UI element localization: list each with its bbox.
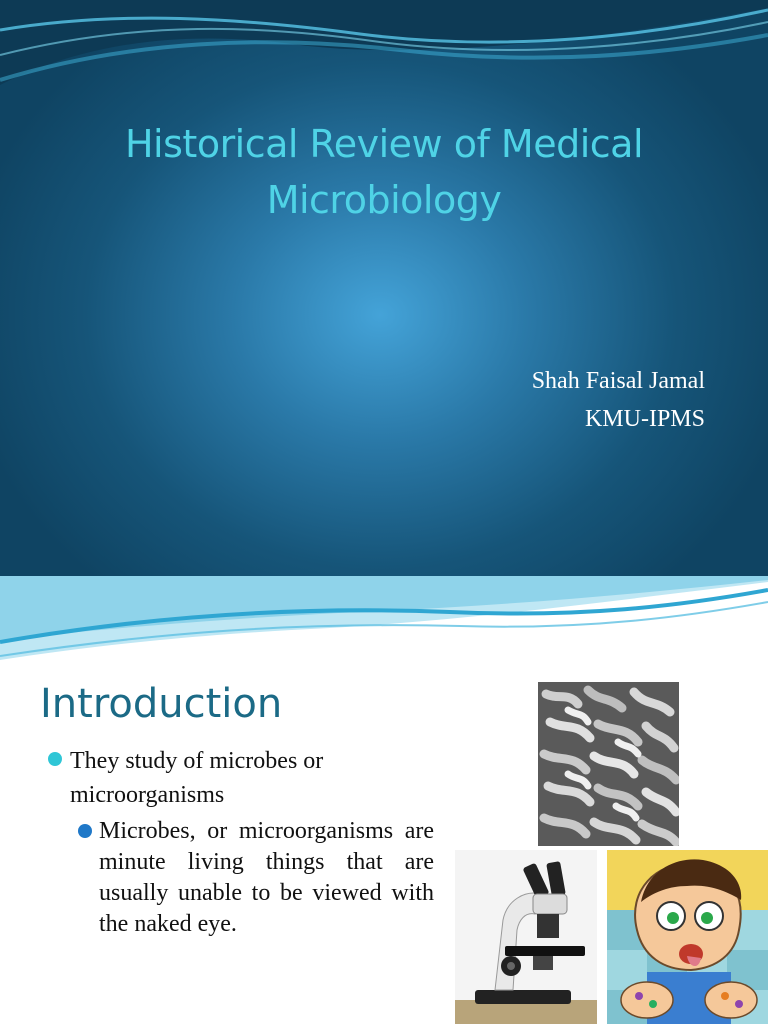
author-block — [532, 362, 705, 438]
sub-bullet-text: Microbes, or microorganisms are minute living things that are usually unable to be viewed with the naked eye. — [99, 818, 434, 937]
wave-decoration-top — [0, 576, 768, 666]
bacteria-micrograph-image — [538, 682, 679, 846]
section-title: Introduction — [40, 681, 283, 727]
bullet-dot-icon — [78, 824, 92, 838]
bullet-text: They study of microbes or microorganisms — [70, 748, 324, 808]
author-affiliation: KMU-IPMS — [584, 406, 705, 432]
sub-bullet-item — [78, 816, 434, 940]
bullet-item — [48, 744, 428, 812]
author-name: Shah Faisal Jamal — [531, 368, 705, 394]
wave-decoration-top — [0, 0, 768, 100]
microscope-image — [455, 850, 597, 1024]
cartoon-germs-hands-image — [607, 850, 768, 1024]
bullet-dot-icon — [48, 752, 62, 766]
slide-title: Historical Review of Medical Microbiology — [124, 122, 644, 222]
introduction-slide — [0, 576, 768, 1024]
